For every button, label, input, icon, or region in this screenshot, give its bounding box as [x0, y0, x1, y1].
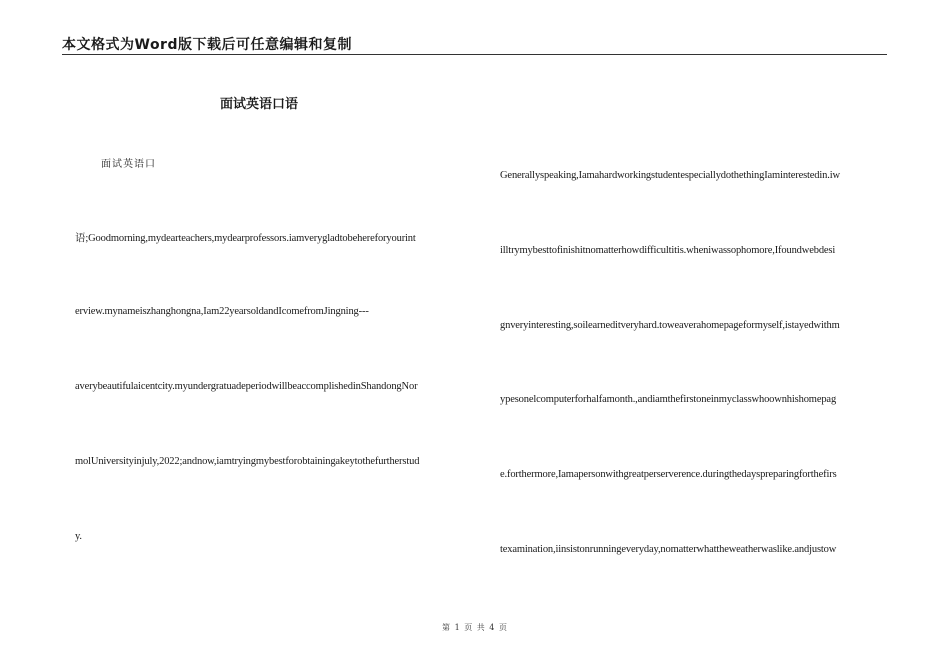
- paragraph-line: 面试英语口: [101, 159, 156, 170]
- document-title: 面试英语口语: [220, 97, 299, 112]
- paragraph-line: e.forthermore,Iamapersonwithgreatperserverence.duringthedayspreparingforthefirs: [500, 469, 837, 480]
- paragraph-line: illtrymybesttofinishitnomatterhowdifficultitis.wheniwassophomore,Ifoundwebdesi: [500, 245, 836, 256]
- paragraph-line: y.: [75, 531, 82, 542]
- paragraph-line: averybeautifulaicentcity.myundergratuadeperiodwillbeaccomplishedinShandongNor: [75, 381, 418, 392]
- paragraph-line: erview.mynameiszhanghongna,Iam22yearsoldandIcomefromJingning---: [75, 306, 369, 317]
- paragraph-line: 语;Goodmorning,mydearteachers,mydearprofessors.iamverygladtobehereforyourint: [75, 233, 416, 244]
- paragraph-line: texamination,iinsistonrunningeveryday,nomatterwhattheweatherwaslike.andjustow: [500, 544, 837, 555]
- page-number-footer: 第 1 页 共 4 页: [442, 623, 508, 632]
- paragraph-line: gnveryinteresting,soilearneditveryhard.toweaverahomepageformyself,istayedwithm: [500, 320, 840, 331]
- page-header-text: 本文格式为Word版下载后可任意编辑和复制: [62, 37, 352, 53]
- paragraph-line: ypesonelcomputerforhalfamonth.,andiamthefirstoneinmyclasswhoownhishomepag: [500, 394, 837, 405]
- header-divider: [62, 54, 887, 55]
- paragraph-line: molUniversityinjuly,2022;andnow,iamtryingmybestforobtainingakeytothefurtherstud: [75, 456, 420, 467]
- paragraph-line: Generallyspeaking,IamahardworkingstudentespeciallydothethingIaminterestedin.iw: [500, 170, 840, 181]
